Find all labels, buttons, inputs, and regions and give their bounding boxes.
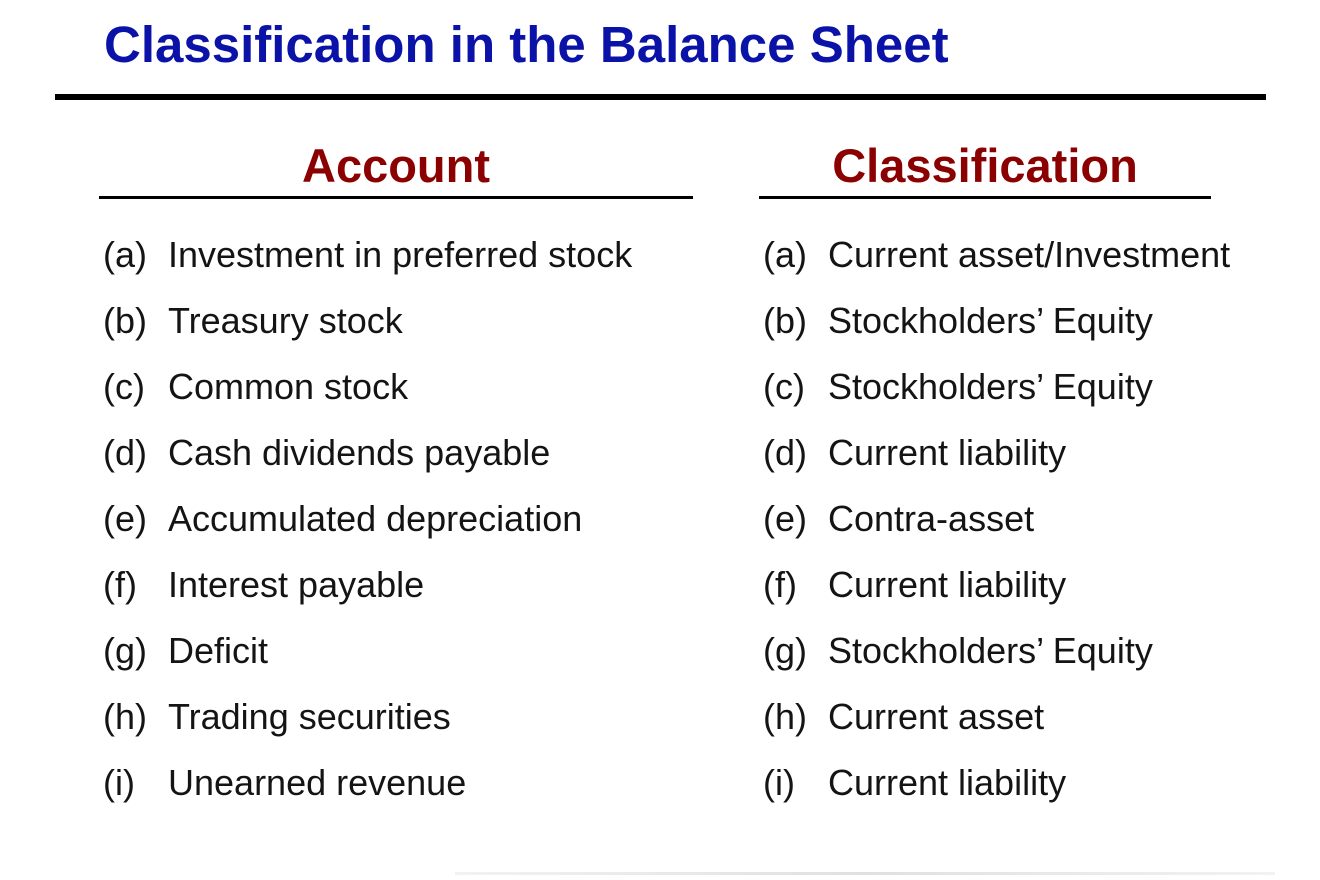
- row-label: (d): [763, 432, 807, 473]
- row-label: (b): [103, 300, 147, 341]
- row-label: (c): [763, 366, 805, 407]
- account-row: [103, 750, 632, 816]
- classification-row: [763, 750, 1230, 816]
- account-name: Accumulated depreciation: [168, 498, 583, 539]
- account-row: [103, 288, 632, 354]
- row-label: (g): [763, 630, 807, 671]
- account-name: Cash dividends payable: [168, 432, 551, 473]
- account-row: [103, 354, 632, 420]
- classification-column-header: Classification: [832, 139, 1138, 192]
- classification-row: [763, 420, 1230, 486]
- classification-list: [763, 222, 1230, 816]
- classification-row: [763, 618, 1230, 684]
- classification-name: Stockholders’ Equity: [828, 366, 1153, 407]
- account-header-underline: [99, 196, 693, 199]
- classification-name: Current liability: [828, 432, 1067, 473]
- account-name: Treasury stock: [168, 300, 403, 341]
- account-name: Interest payable: [168, 564, 425, 605]
- row-label: (a): [103, 234, 147, 275]
- account-row: [103, 618, 632, 684]
- classification-name: Contra-asset: [828, 498, 1035, 539]
- row-label: (h): [763, 696, 807, 737]
- slide-footer-edge: [455, 872, 1275, 875]
- classification-row: [763, 684, 1230, 750]
- classification-row: [763, 354, 1230, 420]
- classification-name: Current asset/Investment: [828, 234, 1231, 275]
- classification-name: Current liability: [828, 564, 1067, 605]
- row-label: (d): [103, 432, 147, 473]
- account-name: Deficit: [168, 630, 269, 671]
- classification-header-underline: [759, 196, 1211, 199]
- row-label: (e): [763, 498, 807, 539]
- classification-name: Current liability: [828, 762, 1067, 803]
- row-label: (b): [763, 300, 807, 341]
- row-label: (i): [103, 762, 135, 803]
- row-label: (f): [763, 564, 797, 605]
- row-label: (g): [103, 630, 147, 671]
- account-column-header: Account: [302, 139, 490, 192]
- row-label: (i): [763, 762, 795, 803]
- row-label: (h): [103, 696, 147, 737]
- account-name: Trading securities: [168, 696, 451, 737]
- account-row: [103, 222, 632, 288]
- account-name: Common stock: [168, 366, 409, 407]
- account-row: [103, 420, 632, 486]
- classification-name: Current asset: [828, 696, 1045, 737]
- classification-name: Stockholders’ Equity: [828, 300, 1153, 341]
- account-list: [103, 222, 632, 816]
- row-label: (c): [103, 366, 145, 407]
- classification-row: [763, 552, 1230, 618]
- classification-row: [763, 486, 1230, 552]
- title-divider: [55, 94, 1266, 100]
- slide-title: Classification in the Balance Sheet: [104, 16, 949, 73]
- classification-row: [763, 222, 1230, 288]
- account-row: [103, 486, 632, 552]
- account-row: [103, 684, 632, 750]
- account-row: [103, 552, 632, 618]
- row-label: (f): [103, 564, 137, 605]
- row-label: (e): [103, 498, 147, 539]
- account-name: Unearned revenue: [168, 762, 467, 803]
- classification-name: Stockholders’ Equity: [828, 630, 1153, 671]
- classification-row: [763, 288, 1230, 354]
- row-label: (a): [763, 234, 807, 275]
- account-name: Investment in preferred stock: [168, 234, 633, 275]
